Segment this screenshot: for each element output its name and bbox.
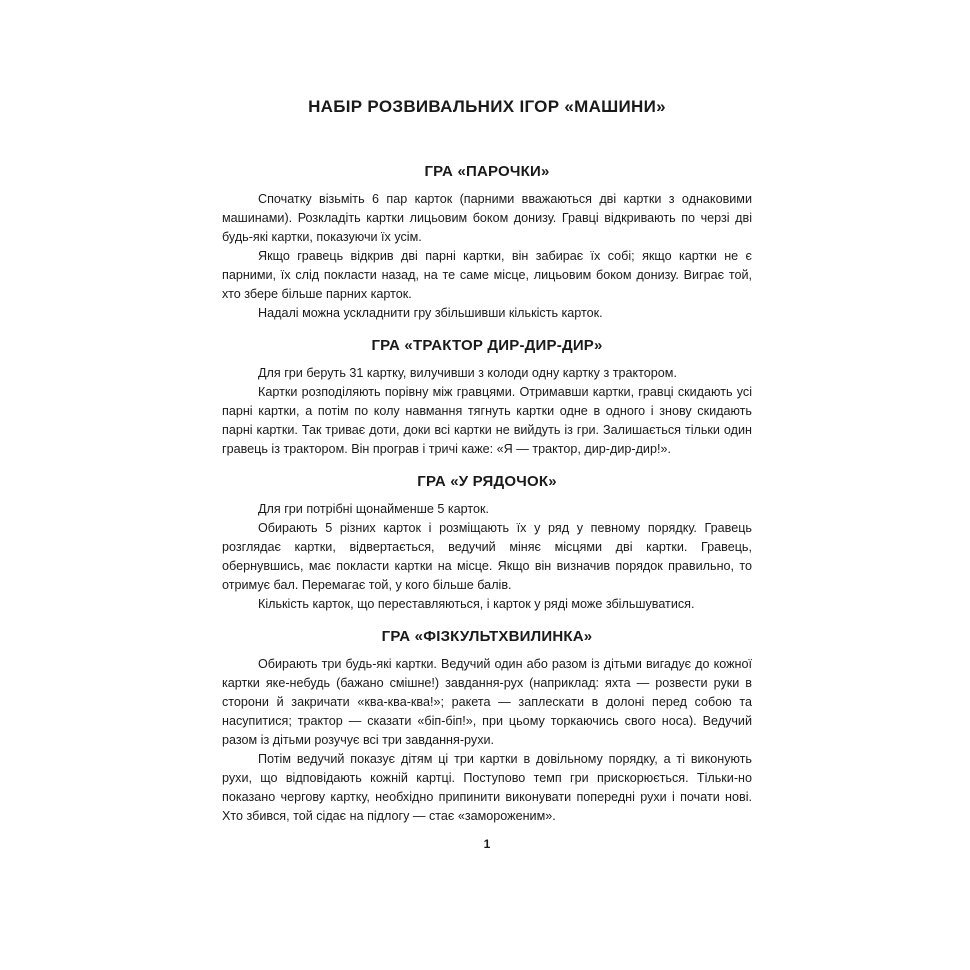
section-traktor	[222, 336, 752, 459]
paragraph: Для гри беруть 31 картку, вилучивши з колоди одну картку з трактором.	[258, 366, 677, 380]
section-title: ГРА «ПАРОЧКИ»	[424, 163, 550, 180]
paragraph: Потім ведучий показує дітям ці три картки в довільному порядку, а ті виконують рухи, що відповідають кожній картці. Поступово темп гри прискорюється. Тільки-но показано чергову картку, необхідно припинити виконувати попередні рухи і почати нові. Хто збився, той сідає на підлогу — стає «замороженим».	[222, 752, 752, 823]
section-fizkultkhvylynka	[222, 627, 752, 826]
section-title: ГРА «ТРАКТОР ДИР-ДИР-ДИР»	[371, 337, 603, 354]
paragraph: Спочатку візьміть 6 пар карток (парними вважаються дві картки з однаковими машинами). Розкладіть картки лицьовим боком донизу. Гравці відкривають по черзі дві будь-які картки, показуючи їх усім.	[222, 192, 752, 244]
paragraph: Обирають три будь-які картки. Ведучий один або разом із дітьми вигадує до кожної картки яке-небудь (бажано смішне!) завдання-рух (наприклад: яхта — розвести руки в сторони й закричати «ква-ква-ква!»; ракета — заплескати в долоні перед собою та насупитися; трактор — сказати «біп-біп!», при цьому торкаючись свого носа). Ведучий разом із дітьми розучує всі три завдання-рухи.	[222, 657, 752, 747]
document-title: НАБІР РОЗВИВАЛЬНИХ ІГОР «МАШИНИ»	[308, 97, 666, 116]
paragraph: Для гри потрібні щонайменше 5 карток.	[258, 502, 490, 516]
paragraph: Кількість карток, що переставляються, і карток у ряді може збільшуватися.	[258, 597, 695, 611]
section-u-riadochok	[222, 472, 752, 614]
paragraph: Надалі можна ускладнити гру збільшивши кількість карток.	[258, 306, 603, 320]
paragraph: Обирають 5 різних карток і розміщають їх у ряд у певному порядку. Гравець розглядає картки, відвертається, ведучий міняє місцями дві картки. Гравець, обернувшись, має покласти картки на місце. Якщо він визначив порядок правильно, то отримує бал. Перемагає той, у кого більше балів.	[222, 521, 752, 592]
section-parochky	[222, 162, 752, 323]
document-page	[222, 96, 752, 852]
page-number: 1	[483, 837, 491, 851]
section-title: ГРА «ФІЗКУЛЬТХВИЛИНКА»	[381, 628, 593, 645]
section-title: ГРА «У РЯДОЧОК»	[417, 473, 557, 490]
paragraph: Якщо гравець відкрив дві парні картки, він забирає їх собі; якщо картки не є парними, їх слід покласти назад, на те саме місце, лицьовим боком донизу. Виграє той, хто збере більше парних карток.	[222, 249, 752, 301]
paragraph: Картки розподіляють порівну між гравцями. Отримавши картки, гравці скидають усі парні картки, а потім по колу навмання тягнуть картки одне в одного і знову скидають парні картки. Так триває доти, доки всі картки не вийдуть із гри. Залишається тільки один гравець із трактором. Він програв і тричі каже: «Я — трактор, дир-дир-дир!».	[222, 385, 752, 456]
